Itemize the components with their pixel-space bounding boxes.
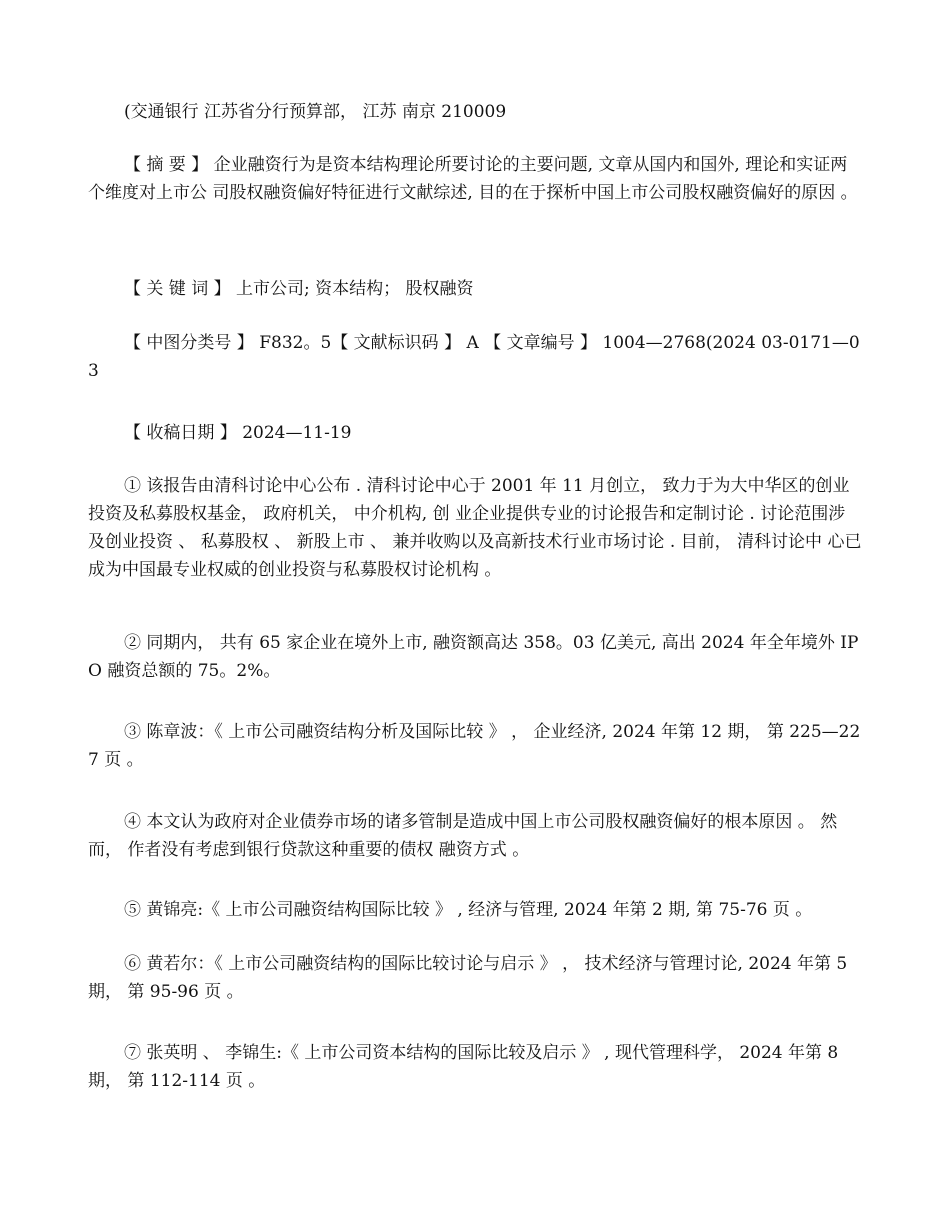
affiliation-line: (交通银行 江苏省分行预算部， 江苏 南京 210009: [124, 102, 507, 122]
footnote-2: ② 同期内， 共有 65 家企业在境外上市, 融资额高达 358。03 亿美元, 高出 2024 年全年境外 IPO 融资总额的 75。2%。: [88, 633, 859, 681]
classification-line: 【 中图分类号 】 F832。5【 文献标识码 】 A 【 文章编号 】 1004—2768(2024 03-0171—03: [88, 333, 860, 381]
received-date-line: 【 收稿日期 】 2024—11-19: [124, 423, 352, 443]
keywords-line: 【 关 键 词 】 上市公司; 资本结构； 股权融资: [124, 279, 474, 299]
footnote-3: ③ 陈章波：《 上市公司融资结构分析及国际比较 》 ， 企业经济, 2024 年第 12 期， 第 225—227 页 。: [88, 722, 861, 770]
footnote-7: ⑦ 张英明 、 李锦生:《 上市公司资本结构的国际比较及启示 》 , 现代管理科学， 2024 年第 8 期， 第 112-114 页 。: [88, 1043, 839, 1091]
abstract-paragraph: 【 摘 要 】 企业融资行为是资本结构理论所要讨论的主要问题, 文章从国内和国外, 理论和实证两个维度对上市公 司股权融资偏好特征进行文献综述, 目的在于探析中国上市公司股权融资偏好的原因 。: [88, 155, 858, 203]
footnote-5: ⑤ 黄锦亮:《 上市公司融资结构国际比较 》 , 经济与管理, 2024 年第 2 期, 第 75-76 页 。: [124, 900, 813, 920]
footnote-1: ① 该报告由清科讨论中心公布 . 清科讨论中心于 2001 年 11 月创立， 致力于为大中华区的创业投资及私募股权基金， 政府机关， 中介机构, 创 业企业提供专业的讨论报告和定制讨论 . 讨论范围涉及创业投资 、 私募股权 、 新股上市 、 兼并收购以及高新技术行业市场讨论 . 目前， 清科讨论中 心已成为中国最专业权威的创业投资与私募股权讨论机构 。: [88, 476, 862, 580]
footnote-6: ⑥ 黄若尔：《 上市公司融资结构的国际比较讨论与启示 》 ， 技术经济与管理讨论, 2024 年第 5 期， 第 95-96 页 。: [88, 954, 848, 1002]
footnote-4: ④ 本文认为政府对企业债券市场的诸多管制是造成中国上市公司股权融资偏好的根本原因 。 然而， 作者没有考虑到银行贷款这种重要的债权 融资方式 。: [88, 812, 838, 860]
